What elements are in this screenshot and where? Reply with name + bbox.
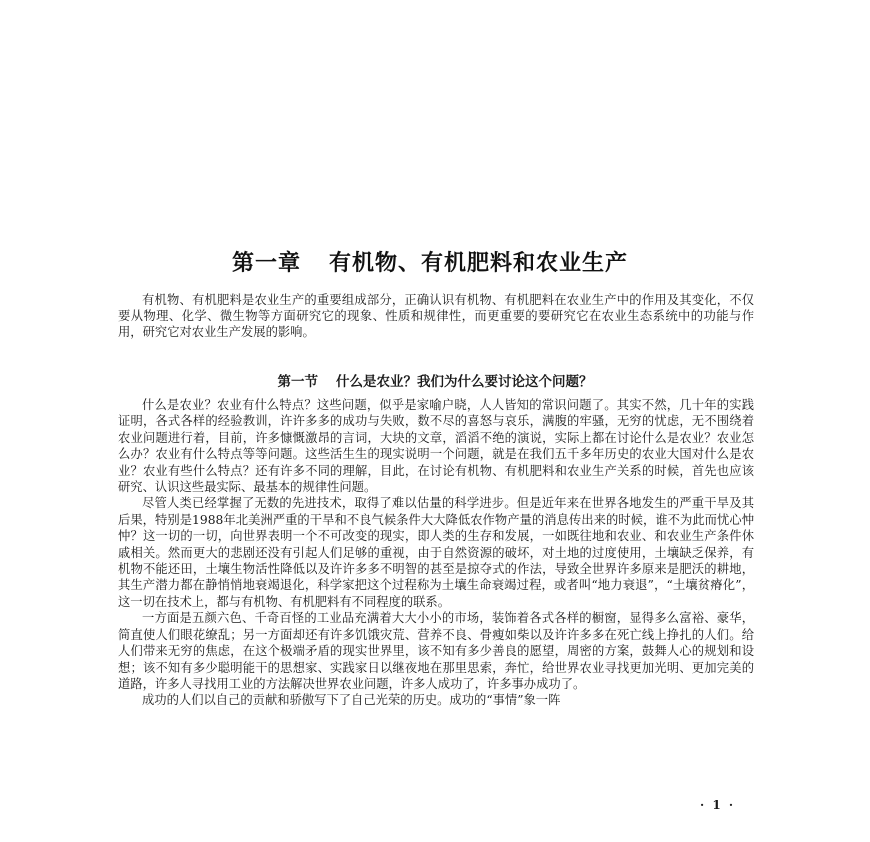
chapter-title [150,246,710,277]
section-body [118,397,754,709]
body-paragraph: 尽管人类已经掌握了无数的先进技术，取得了难以估量的科学进步。但是近年来在世界各地发生的严重干旱及其后果，特别是1988年北美洲严重的干旱和不良气候条件大大降低农作物产量的消息传出来的时候，谁不为此而忧心忡忡？这一切的一切，向世界表明一个不可改变的现实，即人类的生存和发展，一如既往地和农业、和农业生产条件休戚相关。然而更大的悲剧还没有引起人们足够的重视，由于自然资源的破坏，对土地的过度使用，土壤缺乏保养，有机物不能还田，土壤生物活性降低以及许许多多不明智的甚至是掠夺式的作法，导致全世界许多原来是肥沃的耕地，其生产潜力都在静悄悄地衰竭退化，科学家把这个过程称为土壤生命衰竭过程，或者叫“地力衰退”，“土壤贫瘠化”，这一切在技术上，都与有机物、有机肥料有不同程度的联系。 [118,496,754,609]
body-paragraph: 成功的人们以自己的贡献和骄傲写下了自己光荣的历史。成功的“事情”象一阵 [142,693,561,708]
section-number: 第一节 [277,374,318,390]
chapter-title-text: 有机物、有机肥料和农业生产 [329,251,629,276]
chapter-intro-paragraph: 有机物、有机肥料是农业生产的重要组成部分，正确认识有机物、有机肥料在农业生产中的作用及其变化，不仅要从物理、化学、微生物等方面研究它的现象、性质和规律性，而更重要的要研究它在农业生态系统中的功能与作用，研究它对农业生产发展的影响。 [118,293,754,339]
section-title-text: 什么是农业？我们为什么要讨论这个问题？ [336,374,593,390]
page-number: · 1 · [700,798,736,812]
body-paragraph: 一方面是五颜六色、千奇百怪的工业品充满着大大小小的市场，装饰着各式各样的橱窗，显得多么富裕、豪华，简直使人们眼花缭乱；另一方面却还有许多饥饿灾荒、营养不良、骨瘦如柴以及许许多多在死亡线上挣扎的人们。给人们带来无穷的焦虑，在这个极端矛盾的现实世界里，该不知有多少善良的愿望，周密的方案，鼓舞人心的规划和设想；该不知有多少聪明能干的思想家、实践家日以继夜地在那里思索，奔忙，给世界农业寻找更加光明、更加完美的道路，许多人寻找用工业的方法解决世界农业问题，许多人成功了，许多事办成功了。 [118,611,754,691]
section-title [140,370,730,390]
body-paragraph: 什么是农业？农业有什么特点？这些问题，似乎是家喻户晓，人人皆知的常识问题了。其实不然，几十年的实践证明，各式各样的经验教训，许许多多的成功与失败，数不尽的喜怒与哀乐，满腹的牢骚，无穷的忧虑，无不围绕着农业问题进行着，目前，许多慷慨激昂的言词，大块的文章，滔滔不绝的演说，实际上都在讨论什么是农业？农业怎么办？农业有什么特点等等问题。这些活生生的现实说明一个问题，就是在我们五千多年历史的农业大国对什么是农业？农业有些什么特点？还有许多不同的理解，目此，在讨论有机物、有机肥料和农业生产关系的时候，首先也应该研究、认识这些最实际、最基本的规律性问题。 [118,398,754,495]
chapter-number: 第一章 [231,251,301,276]
